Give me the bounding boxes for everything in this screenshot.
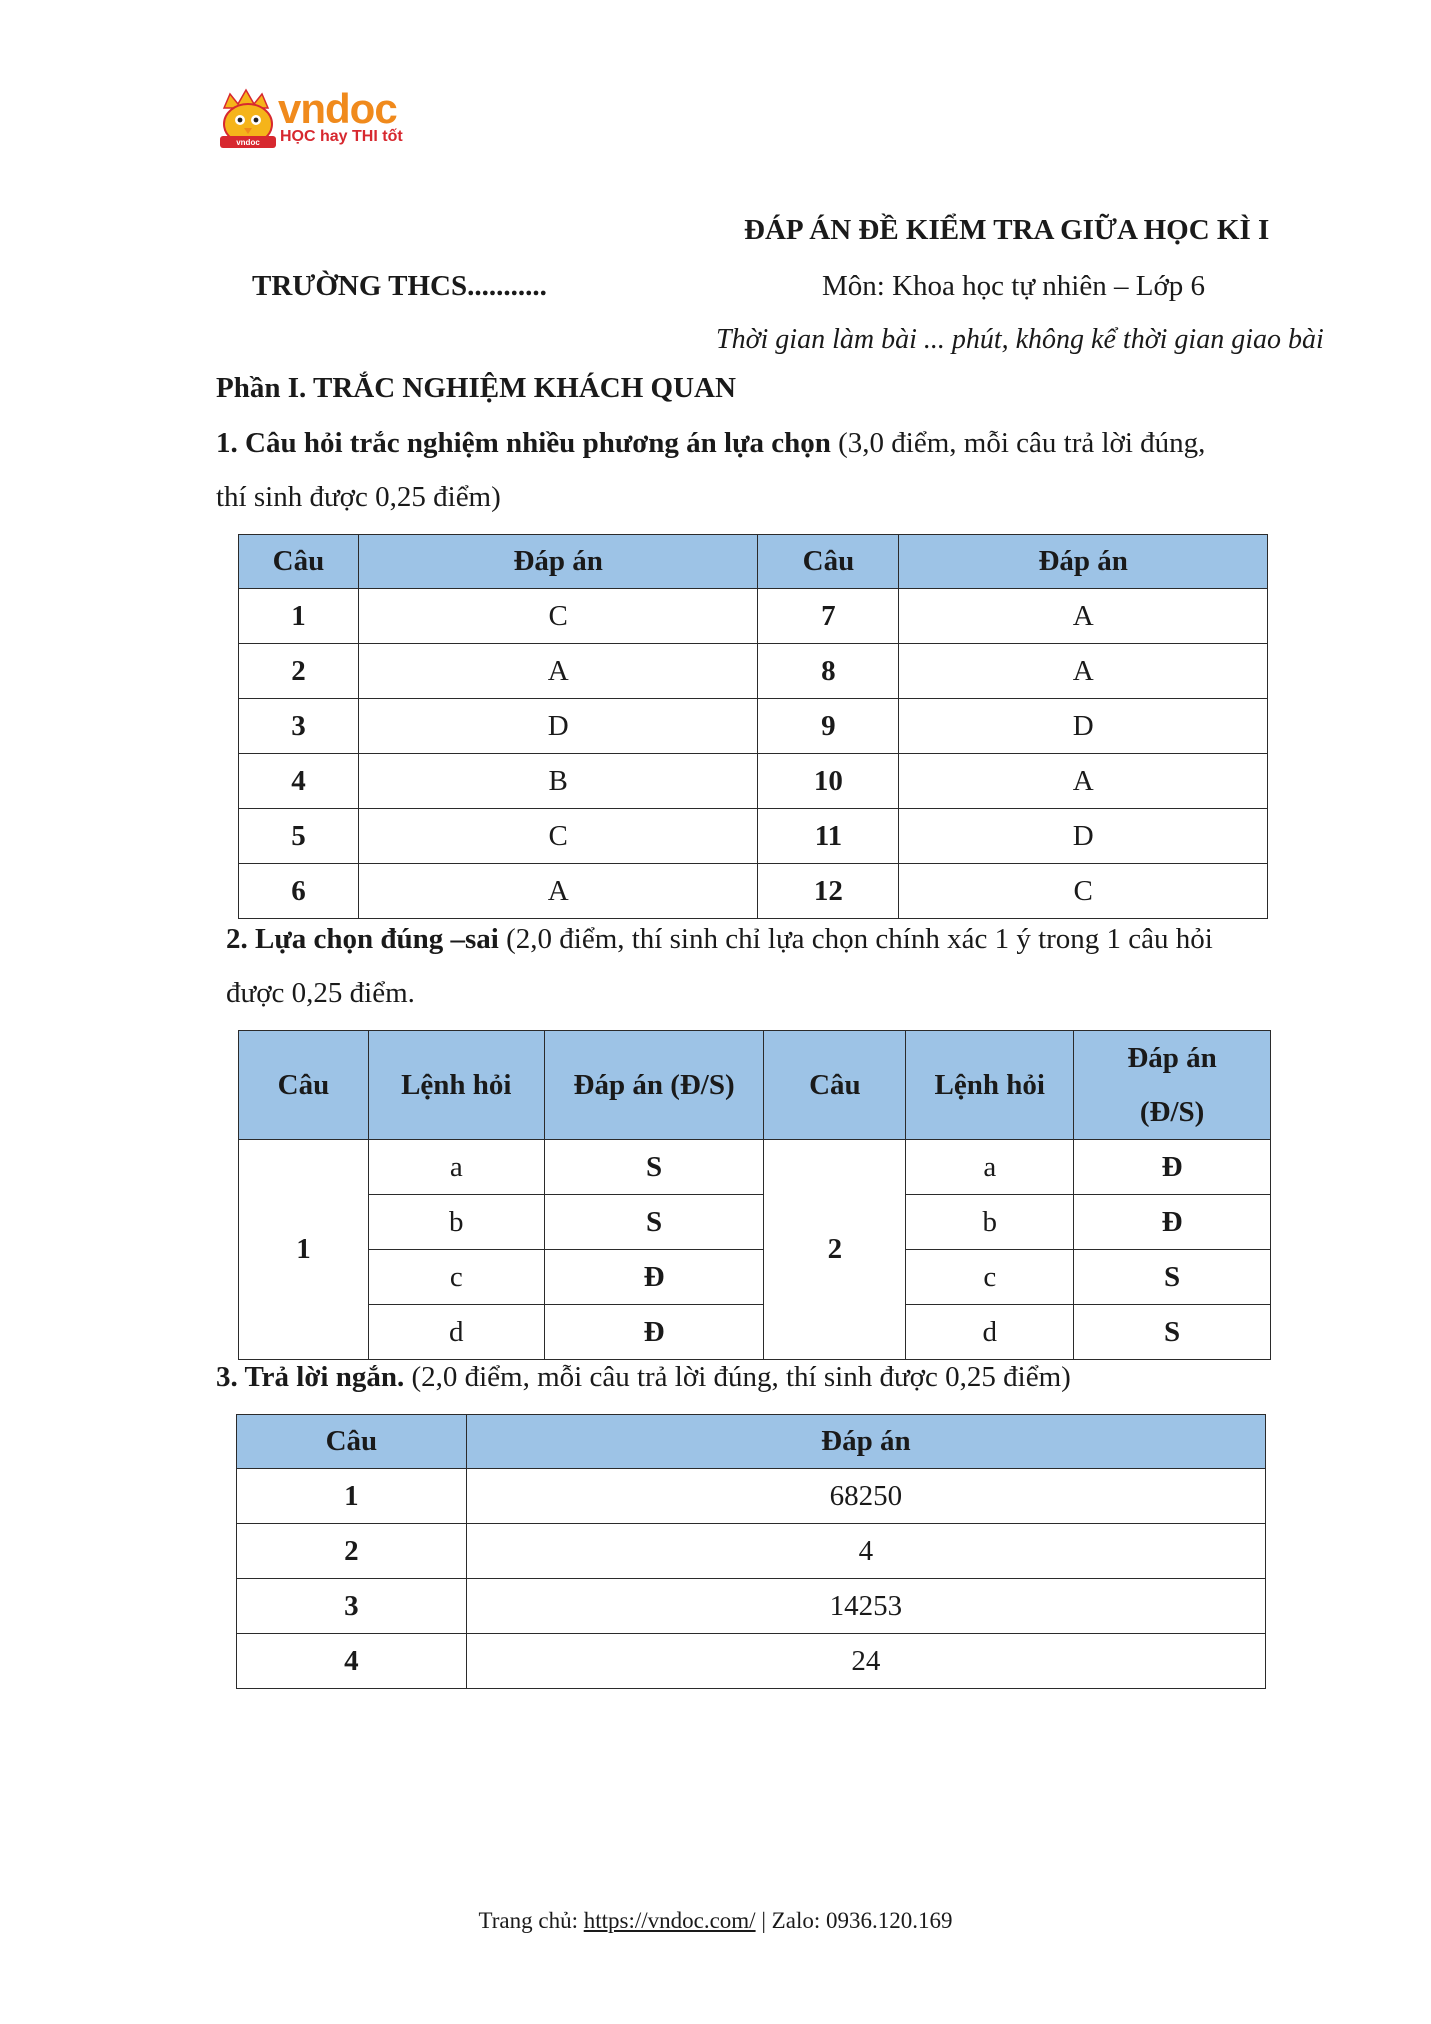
header-cell: Câu — [758, 535, 899, 589]
section1-label-line2: thí sinh được 0,25 điểm) — [216, 481, 501, 513]
header-cell: Đáp án — [358, 535, 758, 589]
header-cell: Câu — [237, 1415, 467, 1469]
table-row: 1 a S 2 a Đ — [239, 1140, 1271, 1195]
header-cell: Câu — [239, 1031, 369, 1140]
section3-label: 3. Trả lời ngắn. (2,0 điểm, mỗi câu trả lời đúng, thí sinh được 0,25 điểm) — [216, 1361, 1071, 1393]
table-row: 3 D 9 D — [239, 699, 1268, 754]
header-cell: Đáp án — [899, 535, 1268, 589]
table-header-row — [237, 1415, 1266, 1469]
table-row: 3 14253 — [237, 1579, 1266, 1634]
header-cell: Câu — [239, 535, 359, 589]
table-row: 4 24 — [237, 1634, 1266, 1689]
svg-text:vndoc: vndoc — [236, 138, 260, 147]
question-number: 2 — [764, 1140, 906, 1360]
table-row: 6 A 12 C — [239, 864, 1268, 919]
table-row: 2 A 8 A — [239, 644, 1268, 699]
vndoc-logo — [216, 86, 416, 152]
table-row: 4 B 10 A — [239, 754, 1268, 809]
homepage-link[interactable]: https://vndoc.com/ — [583, 1908, 756, 1933]
subject-line: Môn: Khoa học tự nhiên – Lớp 6 — [822, 270, 1206, 302]
question-number: 1 — [239, 1140, 369, 1360]
section2-label: 2. Lựa chọn đúng –sai (2,0 điểm, thí sinh chỉ lựa chọn chính xác 1 ý trong 1 câu hỏi — [226, 923, 1213, 955]
header-cell: Đáp án — [466, 1415, 1265, 1469]
section2-label-line2: được 0,25 điểm. — [226, 977, 415, 1009]
page-footer — [0, 1908, 1431, 1934]
section1-label: 1. Câu hỏi trắc nghiệm nhiều phương án lựa chọn (3,0 điểm, mỗi câu trả lời đúng, — [216, 427, 1206, 459]
table-row: 2 4 — [237, 1524, 1266, 1579]
header-cell: Lệnh hỏi — [906, 1031, 1074, 1140]
table-header-row — [239, 535, 1268, 589]
short-answer-table — [236, 1414, 1266, 1689]
footer-prefix: Trang chủ: — [478, 1908, 584, 1933]
table-row: 1 C 7 A — [239, 589, 1268, 644]
table-row: b S b Đ — [239, 1195, 1271, 1250]
table-header-row — [239, 1031, 1271, 1140]
table-row: 5 C 11 D — [239, 809, 1268, 864]
table-row: d Đ d S — [239, 1305, 1271, 1360]
header-cell: Lệnh hỏi — [368, 1031, 544, 1140]
table-row: 1 68250 — [237, 1469, 1266, 1524]
header-cell: Đáp án (Đ/S) — [544, 1031, 764, 1140]
document-title: ĐÁP ÁN ĐỀ KIỂM TRA GIỮA HỌC KÌ I — [744, 214, 1270, 246]
part-heading: Phần I. TRẮC NGHIỆM KHÁCH QUAN — [216, 372, 736, 404]
table-row: c Đ c S — [239, 1250, 1271, 1305]
multiple-choice-table — [238, 534, 1268, 919]
mascot-icon — [216, 86, 280, 152]
logo-brand: vndoc — [278, 85, 397, 132]
time-note: Thời gian làm bài ... phút, không kể thời gian giao bài — [716, 324, 1324, 355]
header-cell: Đáp án (Đ/S) — [1074, 1031, 1271, 1140]
true-false-table — [238, 1030, 1271, 1360]
footer-suffix: | Zalo: 0936.120.169 — [755, 1908, 953, 1933]
logo-tagline: HỌC hay THI tốt — [280, 128, 403, 145]
school-name: TRƯỜNG THCS........... — [252, 270, 547, 302]
header-cell: Câu — [764, 1031, 906, 1140]
